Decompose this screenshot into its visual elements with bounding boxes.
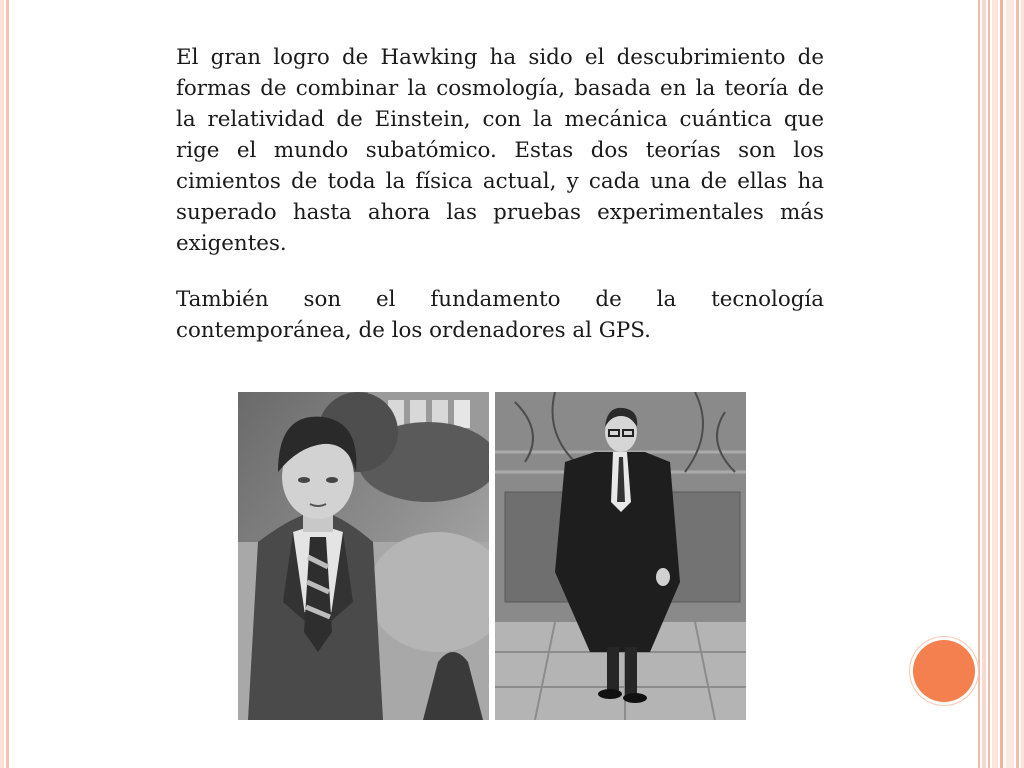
stripe: [1006, 0, 1014, 768]
body-text: [176, 42, 824, 371]
left-border-stripe: [0, 0, 4, 768]
photo-young-boy: [238, 392, 489, 720]
stripe: [978, 0, 980, 768]
photo-young-man-gown: [495, 392, 746, 720]
paragraph-2: También son el fundamento de la tecnología contemporánea, de los ordenadores al GPS.: [176, 287, 824, 343]
stripe: [1016, 0, 1019, 768]
stripe: [982, 0, 986, 768]
stripe: [992, 0, 998, 768]
stripe: [1000, 0, 1003, 768]
stripe: [988, 0, 990, 768]
photo-young-boy-icon: [238, 392, 489, 720]
paragraph-1: El gran logro de Hawking ha sido el descubrimiento de formas de combinar la cosmología, basada en la teoría de la relatividad de Einstein, con la mecánica cuántica que rige el mundo subatómico. Estas dos teorías son los cimientos de toda la física actual, y cada una de ellas ha superado hasta ahora las pruebas experimentales más exigentes.: [176, 45, 824, 256]
orange-circle-decoration: [913, 640, 975, 702]
photo-young-man-in-academic-gown-icon: [495, 392, 746, 720]
left-border-line: [6, 0, 9, 768]
right-decorative-stripes: [978, 0, 1024, 768]
